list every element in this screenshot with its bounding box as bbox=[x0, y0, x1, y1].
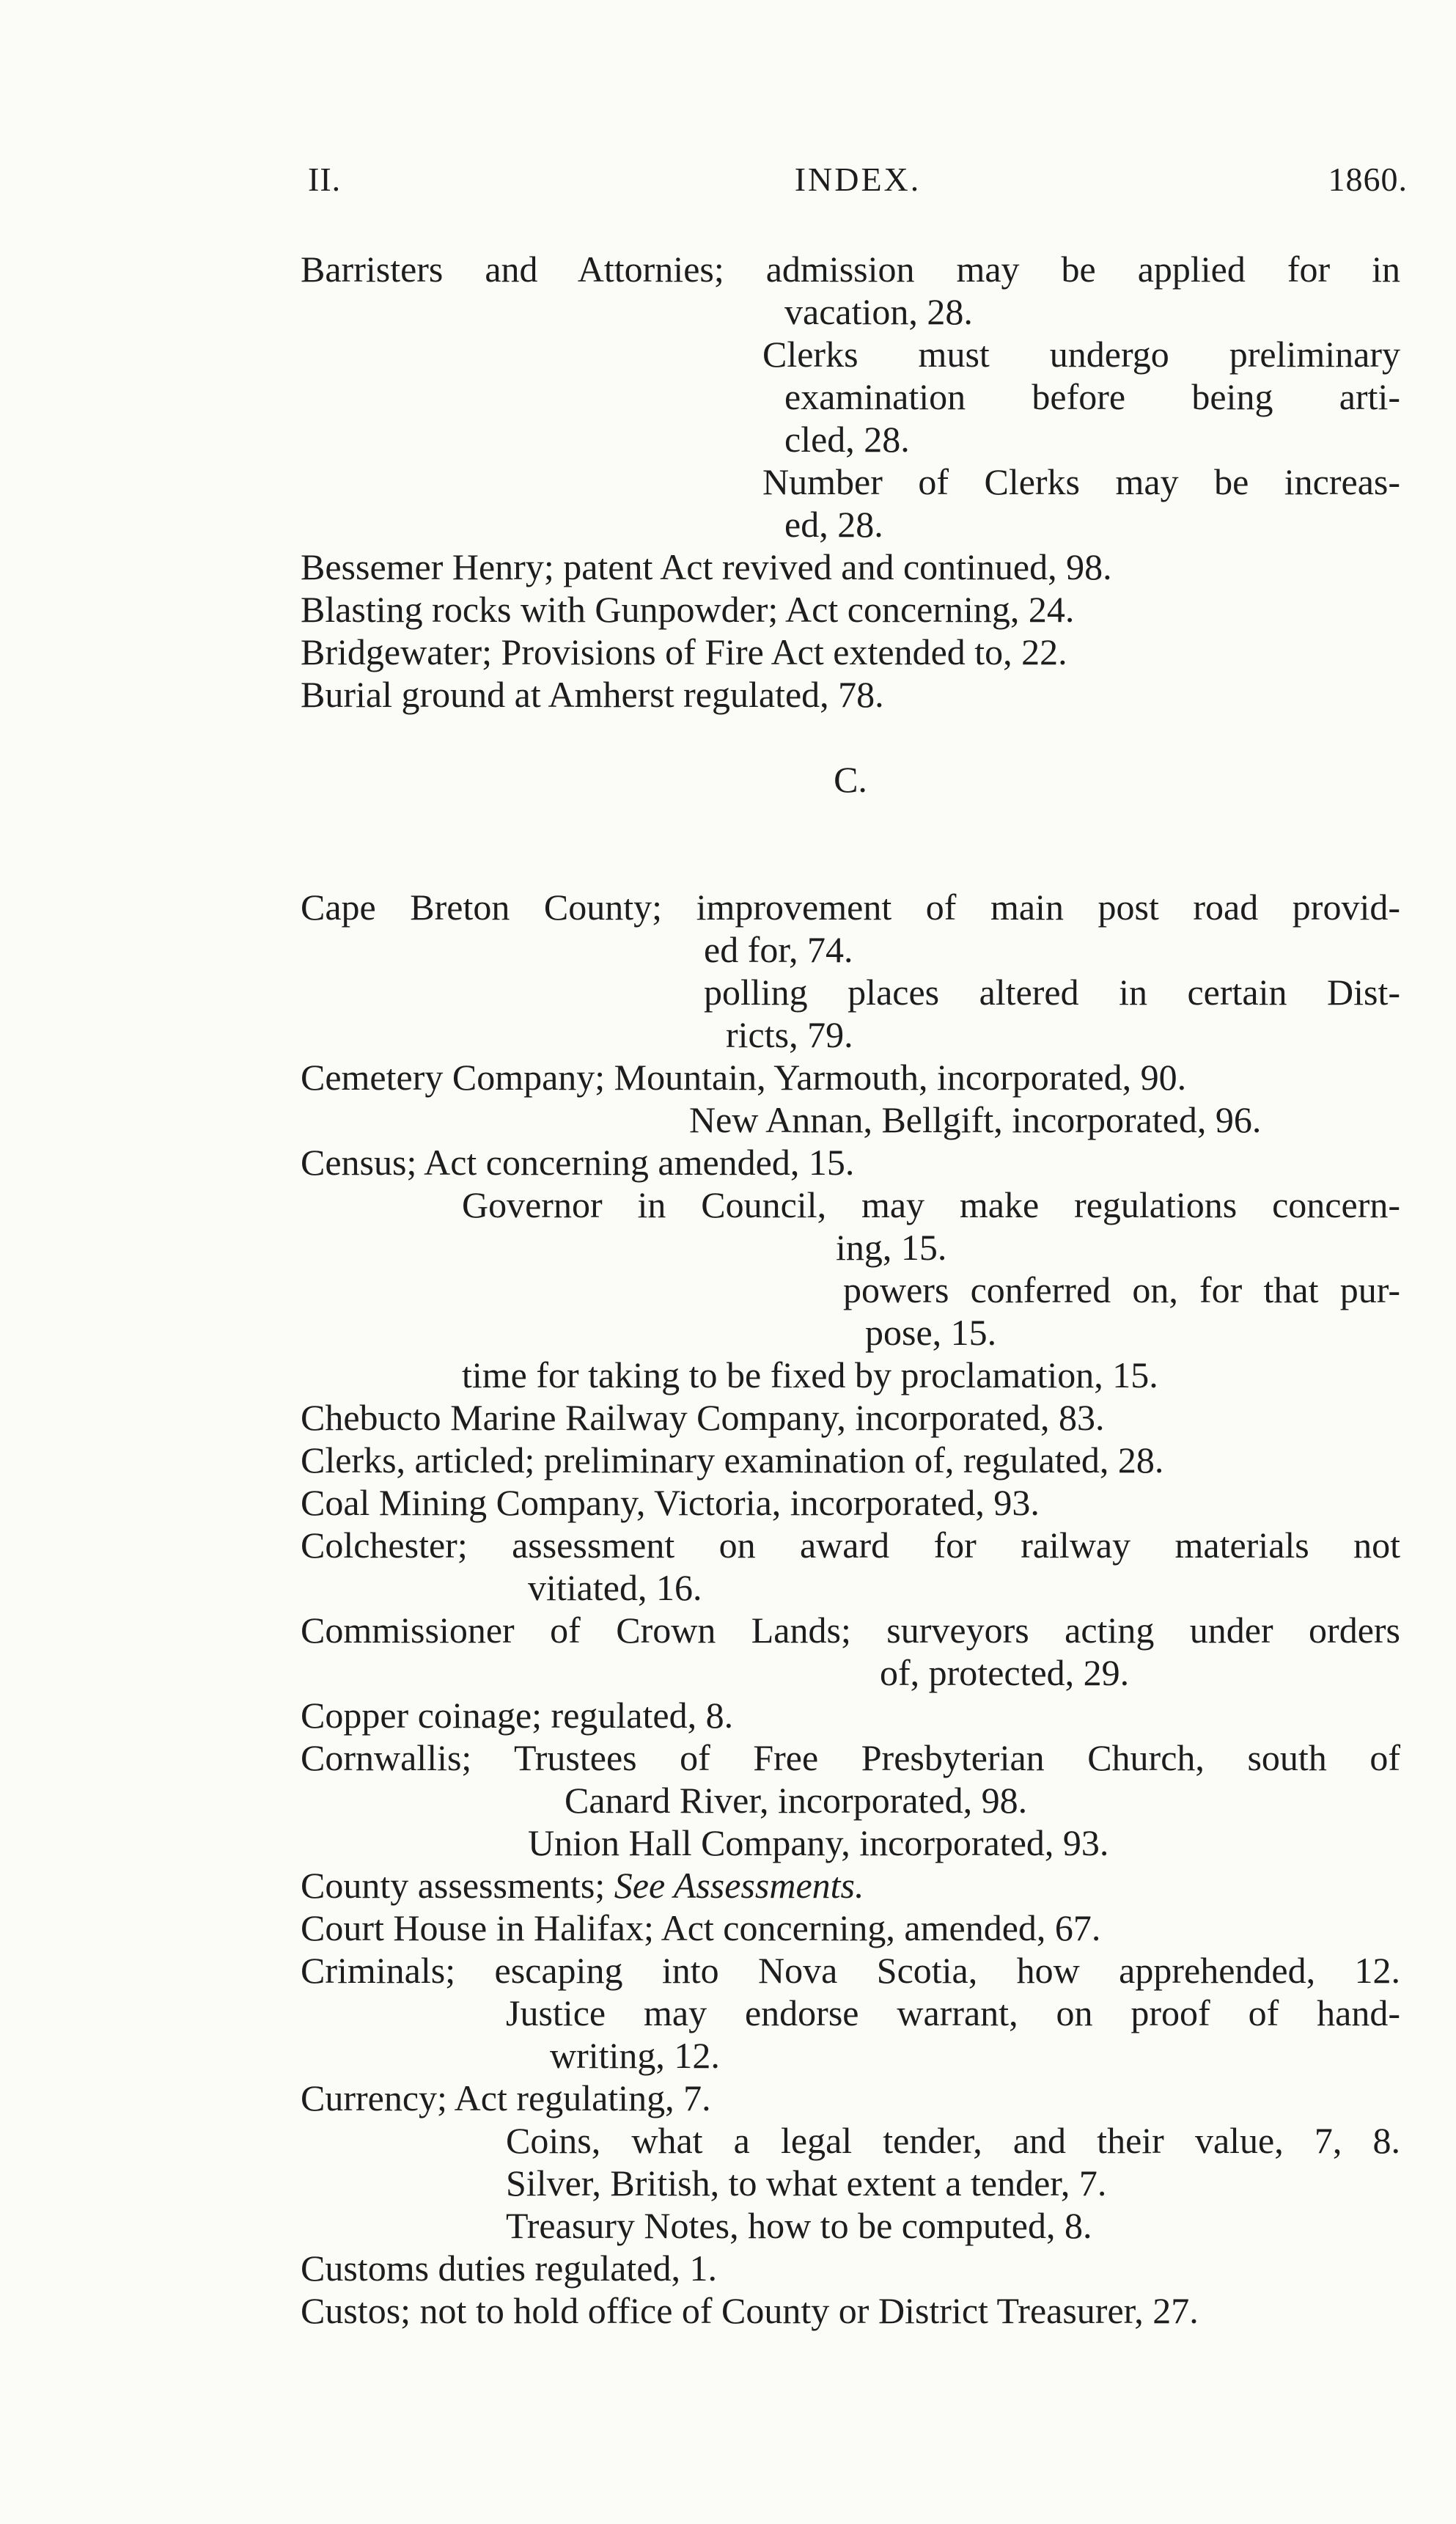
index-line bbox=[301, 461, 1400, 503]
index-line bbox=[301, 1864, 1400, 1907]
index-line-text: ed, 28. bbox=[784, 504, 883, 545]
index-line-text: Commissioner of Crown Lands; surveyors acting under orders bbox=[301, 1610, 1400, 1651]
index-line-text: vitiated, 16. bbox=[528, 1567, 702, 1608]
index-line-text: Custos; not to hold office of County or District Treasurer, 27. bbox=[301, 2290, 1199, 2331]
index-line bbox=[301, 1694, 1400, 1736]
index-line bbox=[301, 1396, 1400, 1439]
index-line bbox=[301, 503, 1400, 546]
index-line bbox=[301, 971, 1400, 1013]
index-line-text: Criminals; escaping into Nova Scotia, how apprehended, 12. bbox=[301, 1950, 1400, 1991]
index-line-text: Bessemer Henry; patent Act revived and continued, 98. bbox=[301, 546, 1112, 587]
index-line-text: ing, 15. bbox=[836, 1227, 947, 1268]
index-line bbox=[301, 928, 1400, 971]
index-line-text: time for taking to be fixed by proclamation, 15. bbox=[462, 1354, 1158, 1395]
index-line-text: Barristers and Attornies; admission may be applied for in bbox=[301, 249, 1400, 290]
index-line bbox=[301, 1651, 1400, 1694]
index-line-text: of, protected, 29. bbox=[880, 1652, 1130, 1693]
index-line-text: Chebucto Marine Railway Company, incorporated, 83. bbox=[301, 1397, 1105, 1438]
index-line bbox=[301, 248, 1400, 290]
section-heading-c: C. bbox=[834, 759, 867, 800]
index-line-text: Governor in Council, may make regulations concern- bbox=[462, 1184, 1400, 1225]
index-line-text: Currency; Act regulating, 7. bbox=[301, 2077, 711, 2118]
index-line-text: Silver, British, to what extent a tender, 7. bbox=[506, 2162, 1107, 2204]
index-line-text: examination before being arti- bbox=[784, 376, 1400, 417]
index-line-text: polling places altered in certain Dist- bbox=[704, 972, 1400, 1013]
index-line bbox=[301, 2204, 1400, 2247]
index-line-text: Copper coinage; regulated, 8. bbox=[301, 1695, 734, 1736]
index-line-text: Cemetery Company; Mountain, Yarmouth, incorporated, 90. bbox=[301, 1057, 1187, 1098]
index-line bbox=[301, 1992, 1400, 2034]
index-line bbox=[301, 290, 1400, 333]
index-line bbox=[301, 2119, 1400, 2162]
index-line bbox=[301, 2289, 1400, 2332]
index-line bbox=[301, 1609, 1400, 1651]
index-line bbox=[301, 1141, 1400, 1184]
index-line bbox=[301, 1779, 1400, 1822]
index-section-c bbox=[301, 886, 1400, 2332]
index-line-text: ed for, 74. bbox=[704, 929, 853, 970]
index-line bbox=[301, 1736, 1400, 1779]
index-line bbox=[301, 1949, 1400, 1992]
index-line bbox=[301, 1566, 1400, 1609]
index-line bbox=[301, 1439, 1400, 1481]
index-line bbox=[301, 1269, 1400, 1311]
index-line bbox=[301, 1098, 1400, 1141]
page-number: II. bbox=[308, 161, 342, 198]
index-line bbox=[301, 1822, 1400, 1864]
page-header bbox=[308, 160, 1408, 204]
index-line-text: Bridgewater; Provisions of Fire Act extended to, 22. bbox=[301, 631, 1067, 672]
index-line bbox=[301, 1481, 1400, 1524]
index-line-text: County assessments; bbox=[301, 1865, 614, 1906]
index-line-text: Coal Mining Company, Victoria, incorporated, 93. bbox=[301, 1482, 1040, 1523]
index-line bbox=[301, 673, 1400, 716]
index-line bbox=[301, 2077, 1400, 2119]
index-line-text: Blasting rocks with Gunpowder; Act concerning, 24. bbox=[301, 589, 1075, 630]
index-line-text: Customs duties regulated, 1. bbox=[301, 2248, 717, 2289]
page-title: INDEX. bbox=[794, 161, 922, 198]
index-line-text: New Annan, Bellgift, incorporated, 96. bbox=[689, 1099, 1262, 1140]
index-line bbox=[301, 333, 1400, 375]
index-line-text: powers conferred on, for that pur- bbox=[843, 1269, 1400, 1310]
index-line-text: Union Hall Company, incorporated, 93. bbox=[528, 1822, 1109, 1863]
index-line-text: Treasury Notes, how to be computed, 8. bbox=[506, 2205, 1092, 2246]
index-line-text: Clerks, articled; preliminary examination of, regulated, 28. bbox=[301, 1439, 1164, 1481]
index-line bbox=[301, 886, 1400, 928]
index-line bbox=[301, 1184, 1400, 1226]
index-line bbox=[301, 375, 1400, 418]
index-line-text: Census; Act concerning amended, 15. bbox=[301, 1142, 855, 1183]
index-line bbox=[301, 1524, 1400, 1566]
index-line-text: vacation, 28. bbox=[784, 291, 973, 332]
index-line bbox=[301, 1907, 1400, 1949]
index-line-text: cled, 28. bbox=[784, 419, 910, 460]
index-line-text: Clerks must undergo preliminary bbox=[762, 334, 1400, 375]
page-year: 1860. bbox=[1328, 161, 1408, 198]
index-line bbox=[301, 418, 1400, 461]
index-line bbox=[301, 1226, 1400, 1269]
index-line-text: pose, 15. bbox=[865, 1312, 997, 1353]
index-body bbox=[301, 248, 1400, 2332]
index-line bbox=[301, 2247, 1400, 2289]
index-line bbox=[301, 2034, 1400, 2077]
index-line bbox=[301, 546, 1400, 588]
index-line bbox=[301, 1311, 1400, 1354]
index-line-text: Coins, what a legal tender, and their value, 7, 8. bbox=[506, 2120, 1400, 2161]
index-line-text: Cape Breton County; improvement of main post road provid- bbox=[301, 887, 1400, 928]
index-line-text: Justice may endorse warrant, on proof of hand- bbox=[506, 1992, 1400, 2033]
index-line bbox=[301, 1013, 1400, 1056]
index-line-text: Cornwallis; Trustees of Free Presbyterian Church, south of bbox=[301, 1737, 1400, 1778]
index-line-text: ricts, 79. bbox=[726, 1014, 853, 1055]
index-line bbox=[301, 2162, 1400, 2204]
index-line bbox=[301, 1354, 1400, 1396]
index-line-text: Number of Clerks may be increas- bbox=[762, 461, 1400, 502]
index-line-text: Colchester; assessment on award for railway materials not bbox=[301, 1525, 1400, 1566]
index-line-text: Court House in Halifax; Act concerning, amended, 67. bbox=[301, 1907, 1101, 1948]
index-line-text: Burial ground at Amherst regulated, 78. bbox=[301, 674, 884, 715]
index-cross-reference: See Assessments. bbox=[614, 1865, 864, 1906]
index-line-text: Canard River, incorporated, 98. bbox=[565, 1780, 1028, 1821]
index-line bbox=[301, 588, 1400, 631]
index-line bbox=[301, 1056, 1400, 1098]
index-line-text: writing, 12. bbox=[550, 2035, 720, 2076]
index-line bbox=[301, 631, 1400, 673]
index-section-b bbox=[301, 248, 1400, 716]
